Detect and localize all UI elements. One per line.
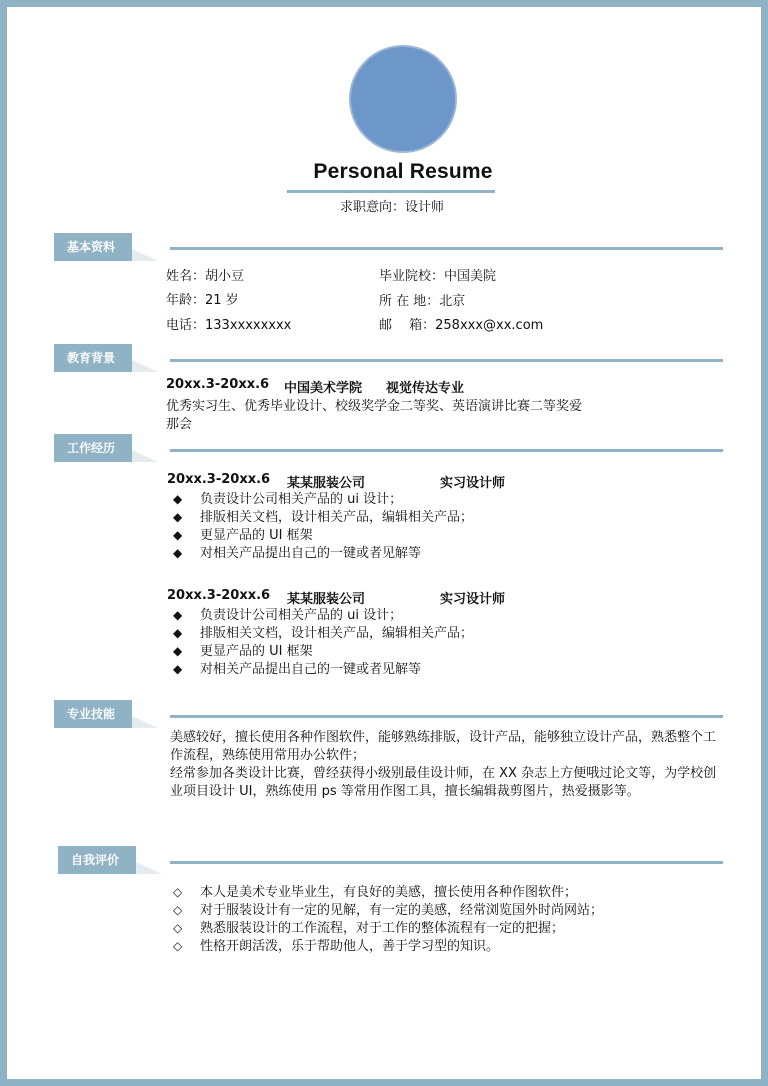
work-company: 某某服装公司 xyxy=(287,476,366,491)
list-item xyxy=(173,544,473,562)
list-item xyxy=(173,508,473,526)
diamond-bullet-icon: ◆ xyxy=(173,608,183,622)
basic-phone: 电话：133xxxxxxxx xyxy=(166,318,292,333)
section-divider xyxy=(170,247,723,250)
work-period: 20xx.3-20xx.6 xyxy=(167,472,271,487)
self-eval-list xyxy=(173,883,603,955)
job-intent xyxy=(340,196,632,215)
duty-text: 排版相关文档，设计相关产品，编辑相关产品； xyxy=(200,510,474,525)
list-item xyxy=(173,526,473,544)
duty-text: 对相关产品提出自己的一键或者见解等 xyxy=(200,662,422,677)
duty-text: 排版相关文档，设计相关产品，编辑相关产品； xyxy=(200,626,474,641)
list-item xyxy=(173,937,603,955)
avatar xyxy=(349,45,457,153)
work-company: 某某服装公司 xyxy=(287,592,366,607)
basic-school: 毕业院校：中国美院 xyxy=(379,269,497,284)
list-item xyxy=(173,606,473,624)
section-tab-fold xyxy=(132,716,158,728)
edu-detail-cut: 那会 xyxy=(166,417,193,432)
hollow-diamond-bullet-icon: ◇ xyxy=(173,939,183,953)
edu-period: 20xx.3-20xx.6 xyxy=(166,377,270,392)
skills-paragraph: 经常参加各类设计比赛，曾经获得小级别最佳设计师，在 XX 杂志上方便哦过论文等，为学校创业项目设计 UI，熟练使用 ps 等常用作图工具，擅长编辑裁剪图片，热爱摄影等。 xyxy=(170,766,717,799)
section-tab-fold xyxy=(132,249,158,261)
diamond-bullet-icon: ◆ xyxy=(173,626,183,640)
basic-age: 年龄：21 岁 xyxy=(166,293,239,308)
duty-text: 对相关产品提出自己的一键或者见解等 xyxy=(200,546,422,561)
basic-email: 邮 箱：258xxx@xx.com xyxy=(379,318,544,333)
duty-text: 负责设计公司相关产品的 ui 设计； xyxy=(200,608,403,623)
duty-text: 更显产品的 UI 框架 xyxy=(200,528,313,543)
skills-paragraph: 美感较好，擅长使用各种作图软件，能够熟练排版，设计产品，能够独立设计产品，熟悉整个工作流程，熟练使用常用办公软件； xyxy=(170,730,717,763)
self-eval-text: 对于服装设计有一定的见解，有一定的美感，经常浏览国外时尚网站； xyxy=(200,903,604,918)
diamond-bullet-icon: ◆ xyxy=(173,528,183,542)
diamond-bullet-icon: ◆ xyxy=(173,492,183,506)
skills-text xyxy=(170,729,720,801)
duty-text: 更显产品的 UI 框架 xyxy=(200,644,313,659)
diamond-bullet-icon: ◆ xyxy=(173,662,183,676)
duty-text: 负责设计公司相关产品的 ui 设计； xyxy=(200,492,403,507)
work-period: 20xx.3-20xx.6 xyxy=(167,588,271,603)
diamond-bullet-icon: ◆ xyxy=(173,510,183,524)
section-tab-self: 自我评价 xyxy=(58,846,136,874)
list-item xyxy=(173,642,473,660)
list-item xyxy=(173,901,603,919)
self-eval-text: 性格开朗活泼，乐于帮助他人，善于学习型的知识。 xyxy=(200,939,500,954)
section-tab-basic: 基本资料 xyxy=(54,233,132,261)
section-tab-fold xyxy=(136,862,162,874)
basic-name: 姓名：胡小豆 xyxy=(166,269,245,284)
basic-location: 所 在 地：北京 xyxy=(379,294,466,309)
list-item xyxy=(173,660,473,678)
list-item xyxy=(173,490,473,508)
work-role: 实习设计师 xyxy=(440,592,506,607)
section-divider xyxy=(170,449,723,452)
diamond-bullet-icon: ◆ xyxy=(173,546,183,560)
self-eval-text: 本人是美术专业毕业生，有良好的美感，擅长使用各种作图软件； xyxy=(200,885,578,900)
edu-major: 视觉传达专业 xyxy=(386,381,465,396)
list-item xyxy=(173,919,603,937)
work-role: 实习设计师 xyxy=(440,476,506,491)
hollow-diamond-bullet-icon: ◇ xyxy=(173,921,183,935)
section-divider xyxy=(170,715,723,718)
edu-detail: 优秀实习生、优秀毕业设计、校级奖学金二等奖、英语演讲比赛二等奖爱 xyxy=(166,399,583,414)
edu-school: 中国美术学院 xyxy=(284,381,363,396)
section-tab-work: 工作经历 xyxy=(54,434,132,462)
section-tab-fold xyxy=(132,360,158,372)
hollow-diamond-bullet-icon: ◇ xyxy=(173,885,183,899)
work-duty-list xyxy=(173,490,473,562)
section-tab-education: 教育背景 xyxy=(54,344,132,372)
job-intent-value: 设计师 xyxy=(405,200,445,215)
page-title: Personal Resume xyxy=(313,160,493,183)
list-item xyxy=(173,883,603,901)
work-duty-list xyxy=(173,606,473,678)
section-tab-fold xyxy=(132,450,158,462)
diamond-bullet-icon: ◆ xyxy=(173,644,183,658)
section-divider xyxy=(170,359,723,362)
hollow-diamond-bullet-icon: ◇ xyxy=(173,903,183,917)
job-intent-label: 求职意向： xyxy=(340,200,406,215)
section-divider xyxy=(170,861,723,864)
section-tab-skills: 专业技能 xyxy=(54,700,132,728)
list-item xyxy=(173,624,473,642)
self-eval-text: 熟悉服装设计的工作流程，对于工作的整体流程有一定的把握； xyxy=(200,921,565,936)
title-underline xyxy=(287,190,495,193)
